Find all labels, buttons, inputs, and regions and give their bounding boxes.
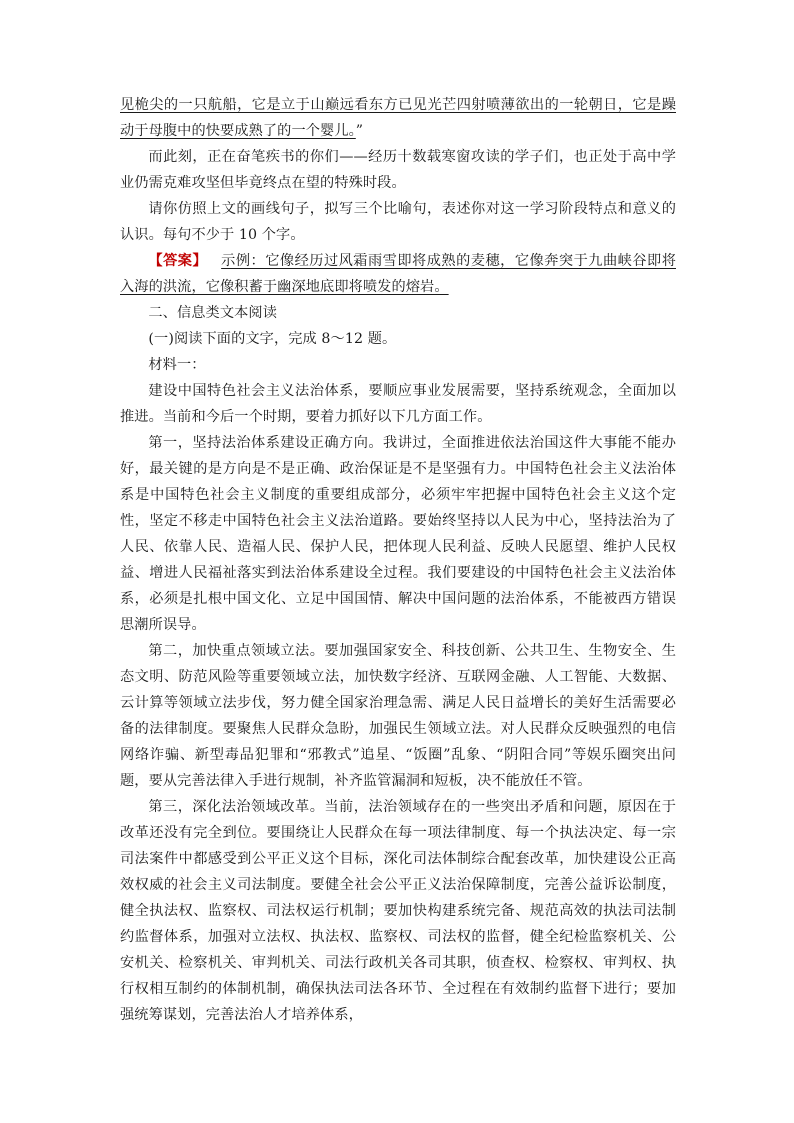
material-label: 材料一： [148,357,206,373]
section-heading: 二、信息类文本阅读 [148,305,277,321]
answer-paragraph [120,248,676,300]
answer-text: 示例：它像经历过风霜雨雪即将成熟的麦穗，它像奔突于九曲峡谷即将入海的洪流，它像积蓄于幽深地底即将喷发的熔岩。 [120,253,676,295]
subsection-heading: (一)阅读下面的文字，完成 8～12 题。 [148,331,397,347]
body-paragraph: 建设中国特色社会主义法治体系，要顺应事业发展需要，坚持系统观念，全面加以推进。当前和今后一个时期，要着力抓好以下几方面工作。 [120,383,676,425]
underlined-quote: 见桅尖的一只航船，它是立于山巅远看东方已见光芒四射喷薄欲出的一轮朝日，它是躁动于母腹中的快要成熟了的一个婴儿。 [120,97,676,139]
body-paragraph: 第三，深化法治领域改革。当前，法治领域存在的一些突出矛盾和问题，原因在于改革还没有完全到位。要围绕让人民群众在每一项法律制度、每一个执法决定、每一宗司法案件中都感受到公平正义这个目标，深化司法体制综合配套改革，加快建设公正高效权威的社会主义司法制度。要健全社会公平正义法治保障制度，完善公益诉讼制度，健全执法权、监察权、司法权运行机制；要加快构建系统完备、规范高效的执法司法制约监督体系，加强对立法权、执法权、监察权、司法权的监督，健全纪检监察机关、公安机关、检察机关、审判机关、司法行政机关各司其职，侦查权、检察权、审判权、执行权相互制约的体制机制，确保执法司法各环节、全过程在有效制约监督下进行；要加强统筹谋划，完善法治人才培养体系， [120,799,676,1023]
body-paragraph: 第二，加快重点领域立法。要加强国家安全、科技创新、公共卫生、生物安全、生态文明、防范风险等重要领域立法，加快数字经济、互联网金融、人工智能、大数据、云计算等领域立法步伐，努力健全国家治理急需、满足人民日益增长的美好生活需要必备的法律制度。要聚焦人民群众急盼，加强民生领域立法。对人民群众反映强烈的电信网络诈骗、新型毒品犯罪和“邪教式”追星、“饭圈”乱象、“阴阳合同”等娱乐圈突出问题，要从完善法律入手进行规制，补齐监管漏洞和短板，决不能放任不管。 [120,643,676,789]
closing-quote-mark: ” [355,123,364,139]
body-paragraph: 第一，坚持法治体系建设正确方向。我讲过，全面推进依法治国这件大事能不能办好，最关键的是方向是不是正确、政治保证是不是坚强有力。中国特色社会主义法治体系是中国特色社会主义制度的重要组成部分，必须牢牢把握中国特色社会主义这个定性，坚定不移走中国特色社会主义法治道路。要始终坚持以人民为中心，坚持法治为了人民、依靠人民、造福人民、保护人民，把体现人民利益、反映人民愿望、维护人民权益、增进人民福祉落实到法治体系建设全过程。我们要建设的中国特色社会主义法治体系，必须是扎根中国文化、立足中国国情、解决中国问题的法治体系，不能被西方错误思潮所误导。 [120,435,676,633]
quote-end-paragraph [120,92,676,144]
question-paragraph: 请你仿照上文的画线句子，拟写三个比喻句，表述你对这一学习阶段特点和意义的认识。每句不少于 10 个字。 [120,201,676,243]
intro-paragraph: 而此刻，正在奋笔疾书的你们——经历十数载寒窗攻读的学子们，也正处于高中学业仍需克难攻坚但毕竟终点在望的特殊时段。 [120,149,676,191]
document-body [120,92,676,1028]
answer-label: 【答案】 [148,253,208,269]
